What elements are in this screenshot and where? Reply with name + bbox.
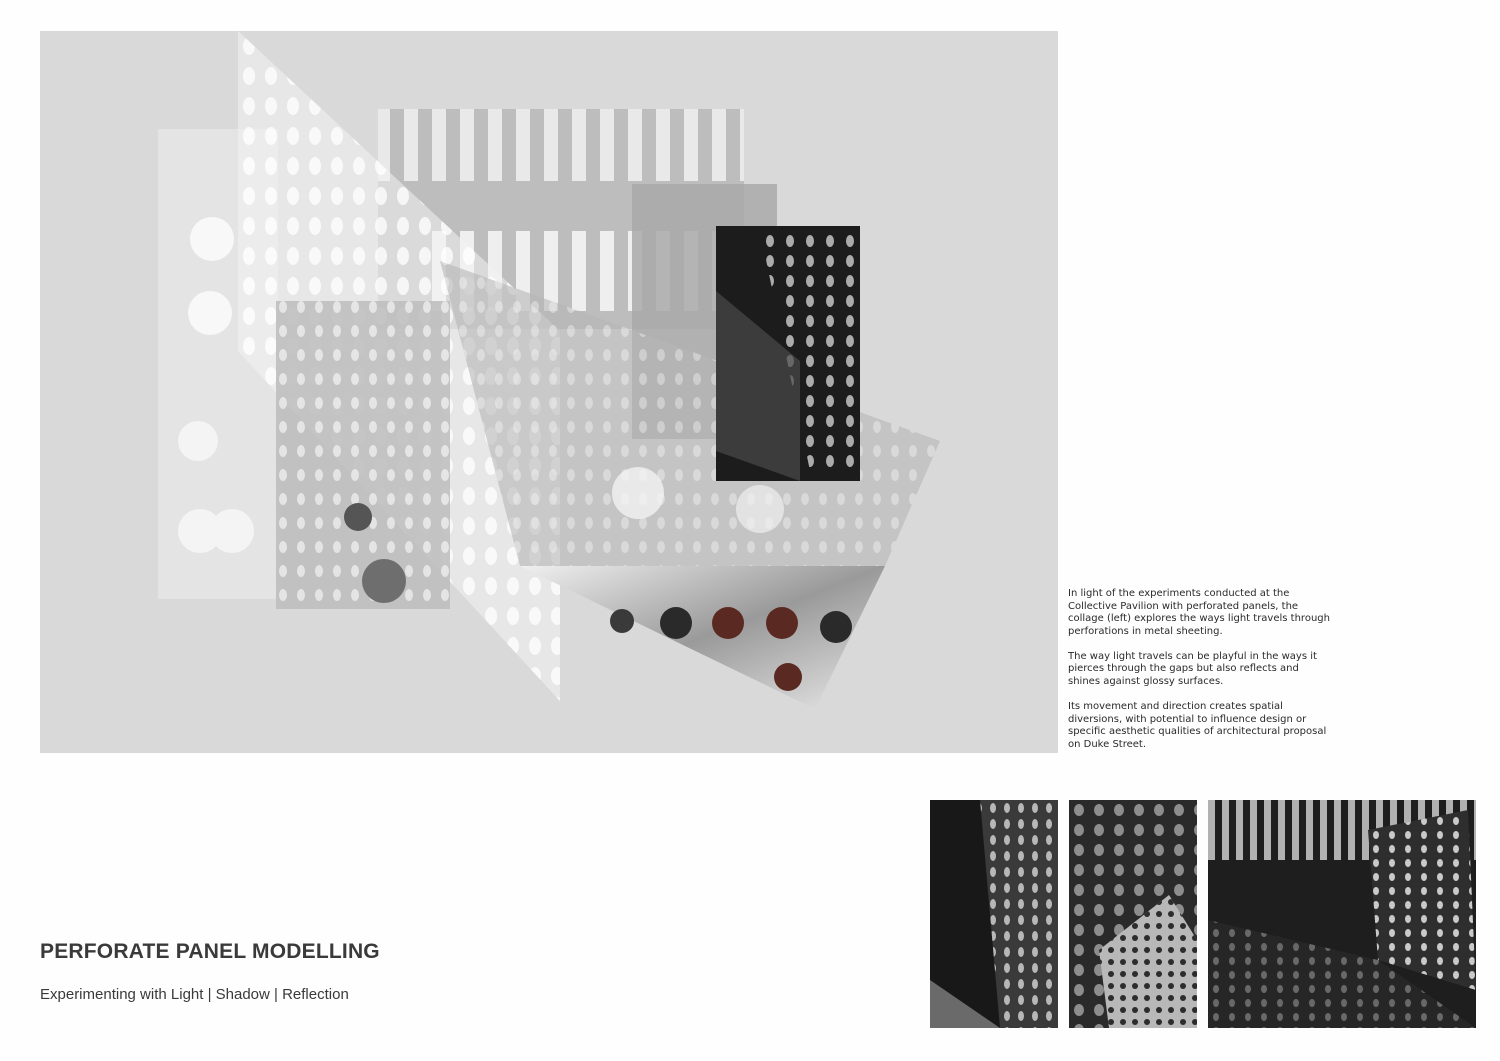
photo-perforated-panel-corner	[930, 800, 1058, 1028]
collage-image	[40, 31, 1058, 753]
description-paragraph-1: In light of the experiments conducted at the Collective Pavilion with perforated panels, the collage (left) explores the ways light travels through perforations in metal sheeting.	[1068, 588, 1330, 637]
page-subtitle: Experimenting with Light | Shadow | Reflection	[40, 986, 349, 1003]
description-paragraph-2: The way light travels can be playful in the ways it pierces through the gaps but also reflects and shines against glossy surfaces.	[1068, 650, 1317, 687]
photo-shadow-pattern-room	[1208, 800, 1476, 1028]
photo-perforated-sheet-closeup	[1069, 800, 1197, 1028]
description-text	[1068, 588, 1333, 764]
description-paragraph-3: Its movement and direction creates spatial diversions, with potential to influence design or specific aesthetic qualities of architectural proposal on Duke Street.	[1068, 700, 1327, 750]
page-title: PERFORATE PANEL MODELLING	[40, 940, 380, 963]
